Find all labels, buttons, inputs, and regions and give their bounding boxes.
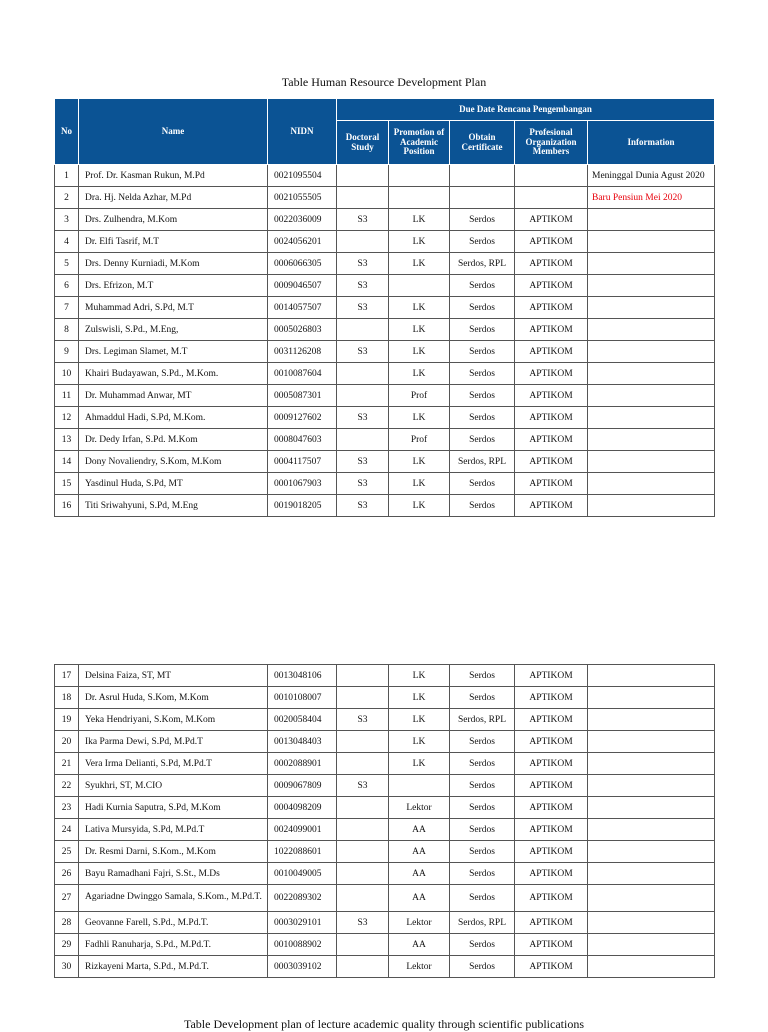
table-row bbox=[55, 934, 715, 956]
table-row bbox=[55, 797, 715, 819]
cell-no: 15 bbox=[55, 473, 79, 495]
cell-promotion: LK bbox=[389, 731, 450, 753]
table-row bbox=[55, 863, 715, 885]
cell-doctoral-study bbox=[337, 429, 389, 451]
cell-no: 29 bbox=[55, 934, 79, 956]
cell-organization: APTIKOM bbox=[515, 775, 588, 797]
cell-promotion: AA bbox=[389, 863, 450, 885]
cell-information: Baru Pensiun Mei 2020 bbox=[588, 187, 715, 209]
table-row bbox=[55, 363, 715, 385]
cell-promotion: LK bbox=[389, 495, 450, 517]
cell-no: 12 bbox=[55, 407, 79, 429]
cell-promotion: LK bbox=[389, 473, 450, 495]
cell-promotion bbox=[389, 187, 450, 209]
cell-certificate: Serdos bbox=[450, 429, 515, 451]
cell-promotion: LK bbox=[389, 665, 450, 687]
hr-development-table-continued bbox=[54, 664, 715, 978]
cell-no: 16 bbox=[55, 495, 79, 517]
cell-information bbox=[588, 841, 715, 863]
cell-nidn: 0001067903 bbox=[268, 473, 337, 495]
cell-doctoral-study bbox=[337, 841, 389, 863]
cell-organization: APTIKOM bbox=[515, 253, 588, 275]
cell-no: 1 bbox=[55, 165, 79, 187]
cell-information bbox=[588, 407, 715, 429]
cell-no: 11 bbox=[55, 385, 79, 407]
cell-no: 22 bbox=[55, 775, 79, 797]
cell-promotion: LK bbox=[389, 253, 450, 275]
cell-doctoral-study: S3 bbox=[337, 341, 389, 363]
cell-doctoral-study: S3 bbox=[337, 275, 389, 297]
cell-doctoral-study bbox=[337, 819, 389, 841]
cell-nidn: 0002088901 bbox=[268, 753, 337, 775]
cell-organization: APTIKOM bbox=[515, 407, 588, 429]
cell-information bbox=[588, 385, 715, 407]
table-row bbox=[55, 841, 715, 863]
cell-name: Dr. Elfi Tasrif, M.T bbox=[79, 231, 268, 253]
cell-information bbox=[588, 429, 715, 451]
cell-doctoral-study bbox=[337, 731, 389, 753]
cell-nidn: 1022088601 bbox=[268, 841, 337, 863]
cell-no: 28 bbox=[55, 912, 79, 934]
cell-information: Meninggal Dunia Agust 2020 bbox=[588, 165, 715, 187]
cell-nidn: 0004117507 bbox=[268, 451, 337, 473]
cell-name: Delsina Faiza, ST, MT bbox=[79, 665, 268, 687]
cell-name: Vera Irma Delianti, S.Pd, M.Pd.T bbox=[79, 753, 268, 775]
table-row bbox=[55, 731, 715, 753]
cell-doctoral-study bbox=[337, 231, 389, 253]
cell-name: Prof. Dr. Kasman Rukun, M.Pd bbox=[79, 165, 268, 187]
cell-no: 4 bbox=[55, 231, 79, 253]
hr-development-table bbox=[54, 98, 715, 517]
cell-promotion: AA bbox=[389, 819, 450, 841]
cell-doctoral-study: S3 bbox=[337, 495, 389, 517]
table-row bbox=[55, 231, 715, 253]
cell-no: 30 bbox=[55, 956, 79, 978]
cell-promotion: AA bbox=[389, 841, 450, 863]
cell-information bbox=[588, 956, 715, 978]
cell-name: Zulswisli, S.Pd., M.Eng, bbox=[79, 319, 268, 341]
cell-doctoral-study bbox=[337, 797, 389, 819]
cell-doctoral-study bbox=[337, 753, 389, 775]
cell-organization: APTIKOM bbox=[515, 731, 588, 753]
cell-information bbox=[588, 709, 715, 731]
cell-name: Yeka Hendriyani, S.Kom, M.Kom bbox=[79, 709, 268, 731]
cell-no: 18 bbox=[55, 687, 79, 709]
table-row bbox=[55, 341, 715, 363]
cell-organization: APTIKOM bbox=[515, 209, 588, 231]
cell-certificate: Serdos bbox=[450, 665, 515, 687]
cell-promotion bbox=[389, 275, 450, 297]
cell-information bbox=[588, 231, 715, 253]
table-row bbox=[55, 495, 715, 517]
table-body bbox=[55, 165, 715, 517]
cell-nidn: 0014057507 bbox=[268, 297, 337, 319]
table-row bbox=[55, 956, 715, 978]
cell-no: 2 bbox=[55, 187, 79, 209]
cell-organization bbox=[515, 187, 588, 209]
cell-no: 20 bbox=[55, 731, 79, 753]
table-caption: Table Human Resource Development Plan bbox=[281, 75, 487, 89]
cell-promotion: LK bbox=[389, 341, 450, 363]
cell-information bbox=[588, 753, 715, 775]
cell-information bbox=[588, 912, 715, 934]
cell-certificate: Serdos bbox=[450, 209, 515, 231]
cell-name: Lativa Mursyida, S.Pd, M.Pd.T bbox=[79, 819, 268, 841]
cell-doctoral-study: S3 bbox=[337, 473, 389, 495]
cell-nidn: 0009046507 bbox=[268, 275, 337, 297]
cell-organization: APTIKOM bbox=[515, 429, 588, 451]
cell-certificate bbox=[450, 165, 515, 187]
cell-certificate: Serdos bbox=[450, 731, 515, 753]
cell-nidn: 0022036009 bbox=[268, 209, 337, 231]
cell-nidn: 0005026803 bbox=[268, 319, 337, 341]
cell-doctoral-study bbox=[337, 319, 389, 341]
cell-doctoral-study bbox=[337, 187, 389, 209]
cell-name: Drs. Zulhendra, M.Kom bbox=[79, 209, 268, 231]
table-row bbox=[55, 473, 715, 495]
cell-certificate: Serdos bbox=[450, 934, 515, 956]
cell-certificate: Serdos, RPL bbox=[450, 709, 515, 731]
cell-doctoral-study bbox=[337, 687, 389, 709]
cell-no: 8 bbox=[55, 319, 79, 341]
cell-doctoral-study: S3 bbox=[337, 297, 389, 319]
cell-nidn: 0024099001 bbox=[268, 819, 337, 841]
cell-name: Muhammad Adri, S.Pd, M.T bbox=[79, 297, 268, 319]
cell-name: Rizkayeni Marta, S.Pd., M.Pd.T. bbox=[79, 956, 268, 978]
cell-promotion: AA bbox=[389, 934, 450, 956]
table-row bbox=[55, 709, 715, 731]
cell-organization: APTIKOM bbox=[515, 665, 588, 687]
cell-nidn: 0019018205 bbox=[268, 495, 337, 517]
cell-organization: APTIKOM bbox=[515, 341, 588, 363]
cell-name: Dr. Dedy Irfan, S.Pd. M.Kom bbox=[79, 429, 268, 451]
cell-doctoral-study bbox=[337, 363, 389, 385]
cell-nidn: 0003039102 bbox=[268, 956, 337, 978]
cell-certificate bbox=[450, 187, 515, 209]
table-row bbox=[55, 665, 715, 687]
cell-no: 6 bbox=[55, 275, 79, 297]
cell-certificate: Serdos bbox=[450, 319, 515, 341]
cell-certificate: Serdos bbox=[450, 687, 515, 709]
table-row bbox=[55, 753, 715, 775]
cell-information bbox=[588, 275, 715, 297]
cell-name: Khairi Budayawan, S.Pd., M.Kom. bbox=[79, 363, 268, 385]
cell-name: Dr. Resmi Darni, S.Kom., M.Kom bbox=[79, 841, 268, 863]
cell-no: 25 bbox=[55, 841, 79, 863]
cell-no: 26 bbox=[55, 863, 79, 885]
cell-promotion: LK bbox=[389, 407, 450, 429]
cell-certificate: Serdos bbox=[450, 231, 515, 253]
cell-information bbox=[588, 687, 715, 709]
cell-certificate: Serdos bbox=[450, 275, 515, 297]
cell-promotion: LK bbox=[389, 363, 450, 385]
cell-nidn: 0031126208 bbox=[268, 341, 337, 363]
cell-name: Syukhri, ST, M.CIO bbox=[79, 775, 268, 797]
cell-organization: APTIKOM bbox=[515, 863, 588, 885]
cell-certificate: Serdos bbox=[450, 341, 515, 363]
cell-doctoral-study: S3 bbox=[337, 253, 389, 275]
cell-doctoral-study: S3 bbox=[337, 709, 389, 731]
cell-name: Ika Parma Dewi, S.Pd, M.Pd.T bbox=[79, 731, 268, 753]
cell-name: Drs. Legiman Slamet, M.T bbox=[79, 341, 268, 363]
cell-name: Titi Sriwahyuni, S.Pd, M.Eng bbox=[79, 495, 268, 517]
cell-certificate: Serdos, RPL bbox=[450, 451, 515, 473]
table-row bbox=[55, 451, 715, 473]
cell-doctoral-study bbox=[337, 165, 389, 187]
cell-name: Hadi Kurnia Saputra, S.Pd, M.Kom bbox=[79, 797, 268, 819]
cell-no: 23 bbox=[55, 797, 79, 819]
cell-promotion: Prof bbox=[389, 385, 450, 407]
cell-organization bbox=[515, 165, 588, 187]
table-row bbox=[55, 885, 715, 912]
table-row bbox=[55, 912, 715, 934]
cell-certificate: Serdos bbox=[450, 473, 515, 495]
cell-name: Dra. Hj. Nelda Azhar, M.Pd bbox=[79, 187, 268, 209]
cell-certificate: Serdos bbox=[450, 753, 515, 775]
cell-certificate: Serdos bbox=[450, 797, 515, 819]
cell-organization: APTIKOM bbox=[515, 885, 588, 912]
cell-nidn: 0013048403 bbox=[268, 731, 337, 753]
cell-no: 27 bbox=[55, 885, 79, 912]
cell-doctoral-study bbox=[337, 863, 389, 885]
header-nidn: NIDN bbox=[268, 99, 337, 165]
cell-promotion: Lektor bbox=[389, 912, 450, 934]
header-information: Information bbox=[588, 121, 715, 165]
cell-promotion bbox=[389, 165, 450, 187]
header-organization: Profesional Organization Members bbox=[515, 121, 588, 165]
cell-certificate: Serdos bbox=[450, 363, 515, 385]
cell-certificate: Serdos bbox=[450, 297, 515, 319]
cell-nidn: 0020058404 bbox=[268, 709, 337, 731]
cell-name: Drs. Denny Kurniadi, M.Kom bbox=[79, 253, 268, 275]
cell-promotion: LK bbox=[389, 709, 450, 731]
cell-name: Dr. Muhammad Anwar, MT bbox=[79, 385, 268, 407]
header-promotion: Promotion of Academic Position bbox=[389, 121, 450, 165]
cell-promotion: Prof bbox=[389, 429, 450, 451]
cell-nidn: 0008047603 bbox=[268, 429, 337, 451]
table-header bbox=[55, 99, 715, 165]
cell-information bbox=[588, 797, 715, 819]
cell-promotion bbox=[389, 775, 450, 797]
cell-certificate: Serdos, RPL bbox=[450, 912, 515, 934]
cell-nidn: 0021095504 bbox=[268, 165, 337, 187]
cell-promotion: LK bbox=[389, 319, 450, 341]
cell-name: Bayu Ramadhani Fajri, S.St., M.Ds bbox=[79, 863, 268, 885]
cell-organization: APTIKOM bbox=[515, 275, 588, 297]
cell-information bbox=[588, 473, 715, 495]
cell-certificate: Serdos bbox=[450, 841, 515, 863]
cell-organization: APTIKOM bbox=[515, 912, 588, 934]
cell-no: 17 bbox=[55, 665, 79, 687]
cell-promotion: Lektor bbox=[389, 797, 450, 819]
cell-doctoral-study bbox=[337, 385, 389, 407]
cell-promotion: AA bbox=[389, 885, 450, 912]
cell-promotion: Lektor bbox=[389, 956, 450, 978]
cell-doctoral-study: S3 bbox=[337, 451, 389, 473]
cell-certificate: Serdos, RPL bbox=[450, 253, 515, 275]
table-row bbox=[55, 165, 715, 187]
cell-nidn: 0005087301 bbox=[268, 385, 337, 407]
cell-no: 5 bbox=[55, 253, 79, 275]
table-row bbox=[55, 187, 715, 209]
table-body bbox=[55, 665, 715, 978]
cell-promotion: LK bbox=[389, 687, 450, 709]
cell-organization: APTIKOM bbox=[515, 297, 588, 319]
cell-organization: APTIKOM bbox=[515, 319, 588, 341]
cell-organization: APTIKOM bbox=[515, 753, 588, 775]
cell-organization: APTIKOM bbox=[515, 934, 588, 956]
cell-nidn: 0021055505 bbox=[268, 187, 337, 209]
cell-name: Dr. Asrul Huda, S.Kom, M.Kom bbox=[79, 687, 268, 709]
table-row bbox=[55, 385, 715, 407]
cell-organization: APTIKOM bbox=[515, 956, 588, 978]
cell-nidn: 0013048106 bbox=[268, 665, 337, 687]
cell-doctoral-study: S3 bbox=[337, 912, 389, 934]
cell-nidn: 0024056201 bbox=[268, 231, 337, 253]
cell-no: 3 bbox=[55, 209, 79, 231]
cell-name: Drs. Efrizon, M.T bbox=[79, 275, 268, 297]
cell-certificate: Serdos bbox=[450, 775, 515, 797]
table-row bbox=[55, 209, 715, 231]
cell-no: 13 bbox=[55, 429, 79, 451]
cell-nidn: 0010088902 bbox=[268, 934, 337, 956]
cell-nidn: 0010049005 bbox=[268, 863, 337, 885]
cell-information bbox=[588, 665, 715, 687]
cell-doctoral-study bbox=[337, 665, 389, 687]
cell-doctoral-study: S3 bbox=[337, 209, 389, 231]
cell-no: 24 bbox=[55, 819, 79, 841]
table-row bbox=[55, 687, 715, 709]
cell-certificate: Serdos bbox=[450, 819, 515, 841]
cell-promotion: LK bbox=[389, 753, 450, 775]
cell-no: 7 bbox=[55, 297, 79, 319]
table-row bbox=[55, 319, 715, 341]
table-row bbox=[55, 407, 715, 429]
cell-nidn: 0010087604 bbox=[268, 363, 337, 385]
cell-nidn: 0009127602 bbox=[268, 407, 337, 429]
cell-name: Agariadne Dwinggo Samala, S.Kom., M.Pd.T. bbox=[79, 885, 268, 912]
cell-certificate: Serdos bbox=[450, 385, 515, 407]
cell-information bbox=[588, 297, 715, 319]
cell-certificate: Serdos bbox=[450, 407, 515, 429]
cell-certificate: Serdos bbox=[450, 863, 515, 885]
cell-promotion: LK bbox=[389, 451, 450, 473]
cell-certificate: Serdos bbox=[450, 956, 515, 978]
table-row bbox=[55, 297, 715, 319]
cell-name: Dony Novaliendry, S.Kom, M.Kom bbox=[79, 451, 268, 473]
cell-organization: APTIKOM bbox=[515, 231, 588, 253]
cell-information bbox=[588, 253, 715, 275]
table-row bbox=[55, 819, 715, 841]
cell-information bbox=[588, 731, 715, 753]
table-row bbox=[55, 775, 715, 797]
cell-information bbox=[588, 363, 715, 385]
cell-certificate: Serdos bbox=[450, 495, 515, 517]
cell-no: 21 bbox=[55, 753, 79, 775]
header-no: No bbox=[55, 99, 79, 165]
table-row bbox=[55, 275, 715, 297]
cell-organization: APTIKOM bbox=[515, 385, 588, 407]
cell-name: Fadhli Ranuharja, S.Pd., M.Pd.T. bbox=[79, 934, 268, 956]
cell-information bbox=[588, 819, 715, 841]
cell-promotion: LK bbox=[389, 209, 450, 231]
cell-doctoral-study bbox=[337, 956, 389, 978]
cell-information bbox=[588, 209, 715, 231]
header-name: Name bbox=[79, 99, 268, 165]
cell-name: Ahmaddul Hadi, S.Pd, M.Kom. bbox=[79, 407, 268, 429]
cell-doctoral-study: S3 bbox=[337, 775, 389, 797]
cell-organization: APTIKOM bbox=[515, 687, 588, 709]
cell-no: 19 bbox=[55, 709, 79, 731]
cell-organization: APTIKOM bbox=[515, 363, 588, 385]
cell-doctoral-study bbox=[337, 885, 389, 912]
cell-organization: APTIKOM bbox=[515, 451, 588, 473]
cell-information bbox=[588, 341, 715, 363]
cell-organization: APTIKOM bbox=[515, 841, 588, 863]
cell-promotion: LK bbox=[389, 297, 450, 319]
cell-doctoral-study bbox=[337, 934, 389, 956]
cell-information bbox=[588, 495, 715, 517]
table-row bbox=[55, 253, 715, 275]
cell-nidn: 0010108007 bbox=[268, 687, 337, 709]
cell-name: Yasdinul Huda, S.Pd, MT bbox=[79, 473, 268, 495]
cell-promotion: LK bbox=[389, 231, 450, 253]
cell-nidn: 0009067809 bbox=[268, 775, 337, 797]
table-row bbox=[55, 429, 715, 451]
table-caption-publications: Table Development plan of lecture academic quality through scientific publications bbox=[183, 1017, 585, 1031]
header-certificate: Obtain Certificate bbox=[450, 121, 515, 165]
cell-no: 9 bbox=[55, 341, 79, 363]
cell-organization: APTIKOM bbox=[515, 495, 588, 517]
header-doctoral-study: Doctoral Study bbox=[337, 121, 389, 165]
cell-nidn: 0006066305 bbox=[268, 253, 337, 275]
cell-no: 10 bbox=[55, 363, 79, 385]
header-due-date-group: Due Date Rencana Pengembangan bbox=[337, 99, 715, 121]
cell-information bbox=[588, 451, 715, 473]
cell-nidn: 0004098209 bbox=[268, 797, 337, 819]
cell-organization: APTIKOM bbox=[515, 819, 588, 841]
cell-name: Geovanne Farell, S.Pd., M.Pd.T. bbox=[79, 912, 268, 934]
cell-information bbox=[588, 319, 715, 341]
cell-certificate: Serdos bbox=[450, 885, 515, 912]
cell-information bbox=[588, 934, 715, 956]
cell-no: 14 bbox=[55, 451, 79, 473]
cell-information bbox=[588, 863, 715, 885]
cell-information bbox=[588, 885, 715, 912]
cell-organization: APTIKOM bbox=[515, 797, 588, 819]
cell-doctoral-study: S3 bbox=[337, 407, 389, 429]
cell-information bbox=[588, 775, 715, 797]
cell-organization: APTIKOM bbox=[515, 473, 588, 495]
cell-organization: APTIKOM bbox=[515, 709, 588, 731]
cell-nidn: 0022089302 bbox=[268, 885, 337, 912]
cell-nidn: 0003029101 bbox=[268, 912, 337, 934]
